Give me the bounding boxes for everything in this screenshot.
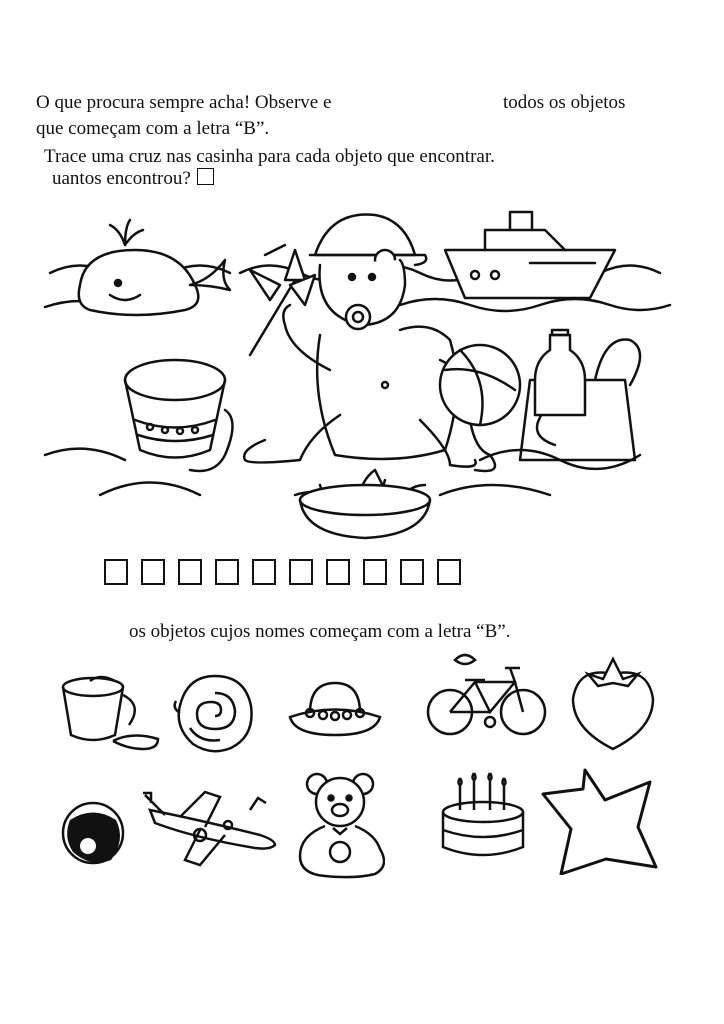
instruction-line-1-end: todos os objetos	[503, 92, 626, 113]
beach-scene-illustration	[40, 195, 680, 560]
second-instruction: os objetos cujos nomes começam com a letra “B”.	[129, 621, 511, 642]
birthday-cake-icon	[438, 770, 528, 865]
teddy-bear-icon	[295, 770, 385, 880]
count-question: uantos encontrou?	[52, 168, 191, 189]
tally-box-row	[104, 559, 624, 593]
tally-box[interactable]	[437, 559, 461, 585]
bicycle-icon	[425, 650, 550, 742]
boat	[445, 212, 615, 298]
answer-box[interactable]	[197, 168, 214, 185]
instruction-line-2: que começam com a letra “B”.	[36, 118, 270, 139]
tally-box[interactable]	[400, 559, 424, 585]
tally-box[interactable]	[363, 559, 387, 585]
hat-icon	[285, 675, 385, 745]
tally-box[interactable]	[141, 559, 165, 585]
beach-ball	[440, 345, 520, 425]
tally-box[interactable]	[289, 559, 313, 585]
instruction-line-1: O que procura sempre acha! Observe e	[36, 92, 332, 113]
star-icon	[540, 765, 660, 875]
strawberry-icon	[568, 652, 658, 752]
airplane-icon	[140, 785, 280, 870]
ball-icon	[58, 798, 128, 868]
instruction-line-4	[52, 168, 214, 190]
tally-box[interactable]	[252, 559, 276, 585]
rose-icon	[170, 668, 260, 760]
instruction-line-3: Trace uma cruz nas casinha para cada objeto que encontrar.	[44, 146, 495, 167]
tally-box[interactable]	[104, 559, 128, 585]
tally-box[interactable]	[326, 559, 350, 585]
bowl-of-bananas	[295, 470, 430, 538]
pinwheel	[250, 245, 315, 355]
bottle	[535, 330, 585, 415]
tally-box[interactable]	[215, 559, 239, 585]
tally-box[interactable]	[178, 559, 202, 585]
bucket	[125, 360, 233, 471]
bucket-icon	[55, 673, 160, 753]
whale	[79, 220, 230, 315]
